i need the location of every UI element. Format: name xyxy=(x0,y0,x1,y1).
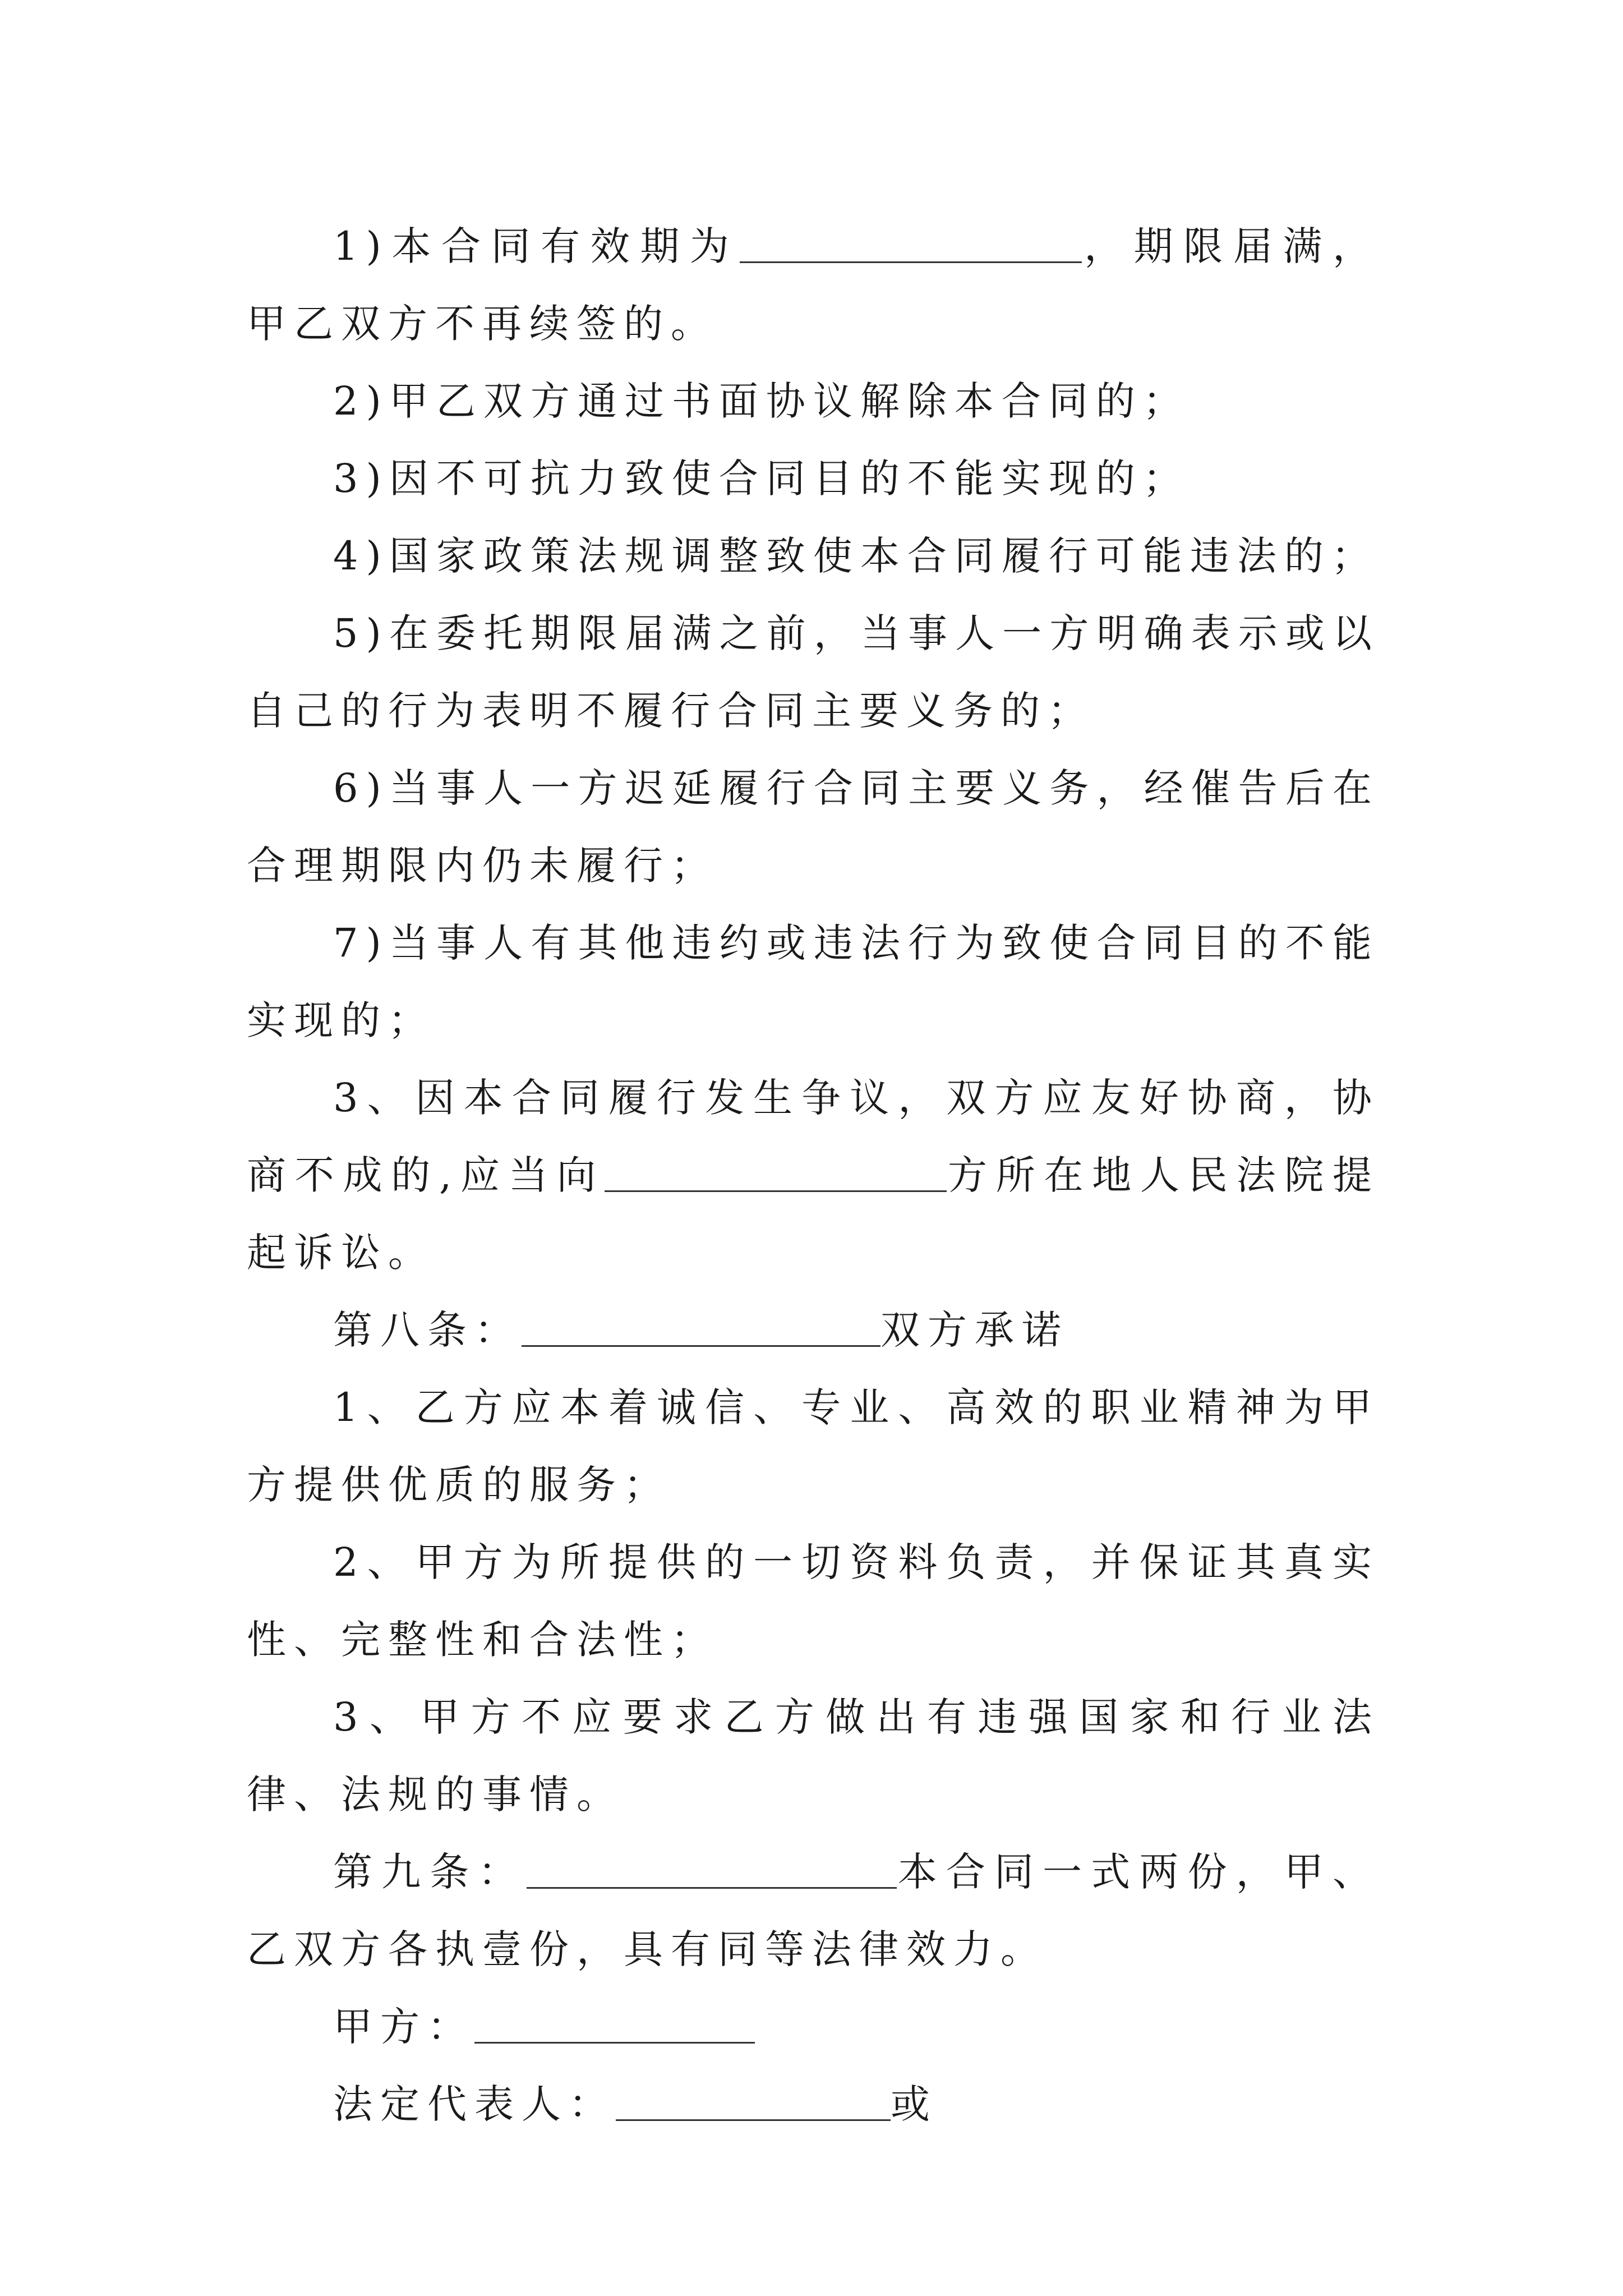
clause-term-expiry xyxy=(247,208,1380,362)
clause-text: 6)当事人一方迟延履行合同主要义务，经催告后在合理期限内仍未履行； xyxy=(247,765,1380,889)
clause-text: 5)在委托期限届满之前，当事人一方明确表示或以自己的行为表明不履行合同主要义务的； xyxy=(247,610,1380,734)
article-label: 第八条： xyxy=(333,1307,522,1353)
clause-text: 3、甲方不应要求乙方做出有违强国家和行业法律、法规的事情。 xyxy=(247,1694,1380,1818)
clause-force-majeure xyxy=(247,440,1380,517)
blank-line xyxy=(527,1847,897,1889)
clause-mutual-termination xyxy=(247,362,1380,440)
clause-text: 本合同一式两份，甲、乙双方各执壹份，具有同等法律效力。 xyxy=(247,1849,1380,1972)
clause-text: 1、乙方应本着诚信、专业、高效的职业精神为甲方提供优质的服务； xyxy=(247,1384,1380,1508)
signature-legal-representative xyxy=(247,2065,1380,2143)
blank-line xyxy=(605,1150,947,1192)
clause-delayed-performance xyxy=(247,749,1380,904)
blank-line xyxy=(522,1305,880,1347)
clause-policy-change xyxy=(247,517,1380,595)
clause-text: 1)本合同有效期为 xyxy=(333,223,740,269)
document-body xyxy=(247,208,1380,2143)
clause-dispute-resolution xyxy=(247,1059,1380,1291)
clause-text: 2)甲乙双方通过书面协议解除本合同的； xyxy=(333,378,1190,424)
clause-text: 4)国家政策法规调整致使本合同履行可能违法的； xyxy=(333,533,1378,579)
signature-suffix: 或 xyxy=(891,2081,938,2127)
signature-blank-line xyxy=(474,2001,755,2044)
commitment-party-b xyxy=(247,1369,1380,1524)
article-eight-heading xyxy=(247,1291,1380,1369)
signature-label: 甲方： xyxy=(333,2004,474,2050)
article-title: 双方承诺 xyxy=(880,1307,1069,1353)
signature-blank-line xyxy=(616,2079,891,2121)
article-label: 第九条： xyxy=(333,1849,527,1895)
clause-other-breach xyxy=(247,904,1380,1059)
clause-text: 方所在地人民法院提起诉讼。 xyxy=(247,1152,1380,1276)
commitment-legal-compliance xyxy=(247,1678,1380,1833)
commitment-party-a xyxy=(247,1524,1380,1678)
clause-text: 7)当事人有其他违约或违法行为致使合同目的不能实现的； xyxy=(247,920,1380,1043)
clause-text: 2、甲方为所提供的一切资料负责，并保证其真实性、完整性和合法性； xyxy=(247,1539,1380,1663)
signature-party-a xyxy=(247,1988,1380,2065)
clause-text: 3、因本合同履行发生争议，双方应友好协商，协商不成的,应当向 xyxy=(247,1075,1380,1198)
clause-text: 3)因不可抗力致使合同目的不能实现的； xyxy=(333,455,1190,501)
blank-line xyxy=(740,221,1082,263)
signature-label: 法定代表人： xyxy=(333,2081,616,2127)
clause-text: ，期限届满，甲乙双方不再续签的。 xyxy=(247,223,1380,347)
article-nine xyxy=(247,1833,1380,1988)
clause-anticipatory-breach xyxy=(247,595,1380,749)
